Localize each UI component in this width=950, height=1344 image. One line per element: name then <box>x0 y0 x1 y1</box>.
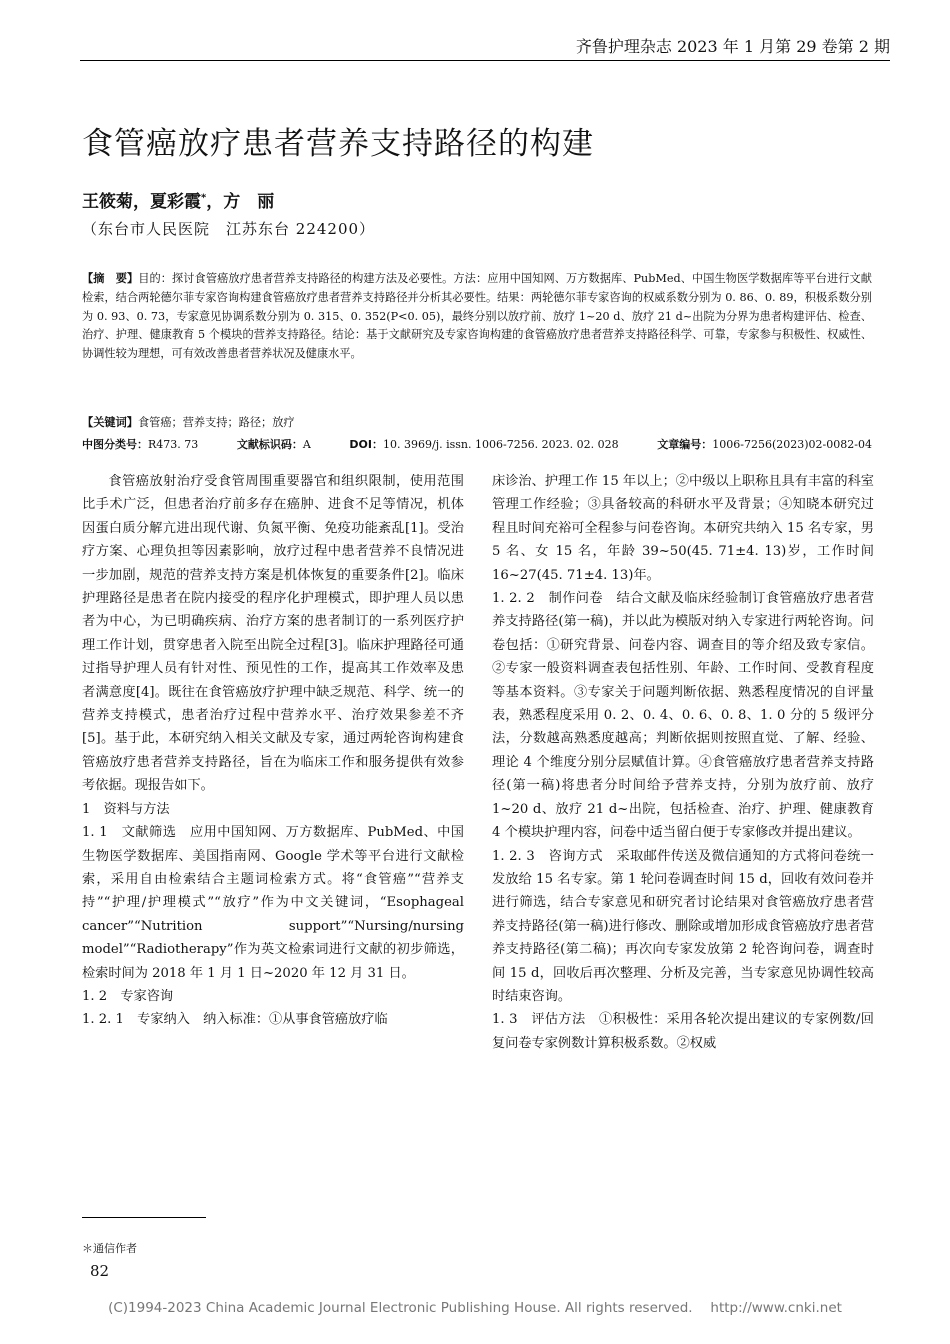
page-number: 82 <box>90 1262 110 1280</box>
body-left-column <box>82 470 464 1032</box>
artno-value: 1006-7256(2023)02-0082-04 <box>712 438 872 451</box>
header-rule <box>80 60 890 61</box>
paragraph: 1. 1 文献筛选 应用中国知网、万方数据库、PubMed、中国生物医学数据库、美国指南网、Google 学术等平台进行文献检索，采用自由检索结合主题词检索方式。将“食管癌”“营养支持”“护理/护理模式”“放疗”作为中文关键词，“Esophageal cancer”“Nutrition support”“Nursing/nursing model”“Radiotherapy”作为英文检索词进行文献的初步筛选，检索时间为 2018 年 1 月 1 日~2020 年 12 月 31 日。 <box>82 825 464 981</box>
doi <box>349 436 618 452</box>
article-title: 食管癌放疗患者营养支持路径的构建 <box>82 126 594 162</box>
doc-value: A <box>302 438 311 451</box>
paragraph: 1. 2. 1 专家纳入 纳入标准：①从事食管癌放疗临 <box>82 1012 388 1028</box>
artno-label: 文章编号： <box>657 438 713 451</box>
section-heading: 1 资料与方法 <box>82 801 170 817</box>
paragraph: 1. 3 评估方法 ①积极性：采用各轮次提出建议的专家例数/回复问卷专家例数计算积极系数。②权威 <box>492 1012 874 1051</box>
author-names: 王筱菊，夏彩霞 <box>82 192 201 212</box>
body-right-column <box>492 470 874 1055</box>
article-number <box>657 436 872 452</box>
subsection-heading: 1. 2 专家咨询 <box>82 988 174 1004</box>
abstract-label: 【摘 要】 <box>82 272 139 285</box>
keywords-label: 【关键词】 <box>82 416 138 429</box>
copyright-line: (C)1994-2023 China Academic Journal Electronic Publishing House. All rights reserved. http://www.cnki.net <box>108 1300 842 1316</box>
clc-value: R473. 73 <box>148 438 199 451</box>
intro-paragraph: 食管癌放射治疗受食管周围重要器官和组织限制，使用范围比手术广泛，但患者治疗前多存在癌肿、进食不足等情况，机体因蛋白质分解亢进出现代谢、负氮平衡、免疫功能紊乱[1]。受治疗方案、心理负担等因素影响，放疗过程中患者营养不良情况进一步加剧，规范的营养支持方案是机体恢复的重要条件[2]。临床护理路径是患者在院内接受的程序化护理模式，即护理人员以患者为中心，为已明确疾病、治疗方案的患者制订的一系列医疗护理工作计划，贯穿患者入院至出院全过程[3]。临床护理路径可通过指导护理人员有针对性、预见性的工作，提高其工作效率及患者满意度[4]。既往在食管癌放疗护理中缺乏规范、科学、统一的营养支持模式，患者治疗过程中营养水平、治疗效果参差不齐[5]。基于此，本研究纳入相关文献及专家，通过两轮咨询构建食管癌放疗患者营养支持路径，旨在为临床工作和服务提供有效参考依据。现报告如下。 <box>82 474 464 794</box>
paragraph: 床诊治、护理工作 15 年以上；②中级以上职称且具有丰富的科室管理工作经验；③具备较高的科研水平及背景；④知晓本研究过程且时间充裕可全程参与问卷咨询。本研究共纳入 15 名专家，男 5 名、女 15 名，年龄 39~50(45. 71±4. 13)岁，工作时间 16~27(45. 71±4. 13)年。 <box>492 474 874 583</box>
footnote-rule <box>82 1217 206 1218</box>
paragraph: 1. 2. 3 咨询方式 采取邮件传送及微信通知的方式将问卷统一发放给 15 名专家。第 1 轮问卷调查时间 15 d，回收有效问卷并进行筛选，结合专家意见和研究者讨论结果对食管癌放疗患者营养支持路径(第一稿)进行修改、删除或增加形成食管癌放疗患者营养支持路径(第二稿)；再次向专家发放第 2 轮咨询问卷，调查时间 15 d，回收后再次整理、分析及完善，当专家意见协调性较高时结束咨询。 <box>492 848 874 1004</box>
classification-line <box>82 436 872 452</box>
authors <box>82 187 274 212</box>
clc <box>82 436 198 452</box>
doi-value: 10. 3969/j. issn. 1006-7256. 2023. 02. 028 <box>383 438 619 451</box>
abstract-text: 目的：探讨食管癌放疗患者营养支持路径的构建方法及必要性。方法：应用中国知网、万方数据库、PubMed、中国生物医学数据库等平台进行文献检索，结合两轮德尔菲专家咨询构建食管癌放疗患者营养支持路径并分析其必要性。结果：两轮德尔菲专家咨询的权威系数分别为 0. 86、0. 89，积极系数分别为 0. 93、0. 73，专家意见协调系数分别为 0. 315、0. 352(P<0. 05)，最终分别以放疗前、放疗 1~20 d、放疗 21 d~出院为分界为患者构建评估、检查、治疗、护理、健康教育 5 个模块的营养支持路径。结论：基于文献研究及专家咨询构建的食管癌放疗患者营养支持路径科学、可靠，专家参与积极性、权威性、协调性较为理想，可有效改善患者营养状况及健康水平。 <box>82 272 872 361</box>
author-last: ，方 丽 <box>206 192 275 212</box>
keywords-text: 食管癌；营养支持；路径；放疗 <box>137 416 295 429</box>
doc-label: 文献标识码： <box>236 438 303 451</box>
journal-header: 齐鲁护理杂志 2023 年 1 月第 29 卷第 2 期 <box>575 37 890 56</box>
doc-code <box>237 436 311 452</box>
paragraph: 1. 2. 2 制作问卷 结合文献及临床经验制订食管癌放疗患者营养支持路径(第一稿)，并以此为模版对纳入专家进行两轮咨询。问卷包括：①研究背景、问卷内容、调查目的等介绍及致专家信。②专家一般资料调查表包括性别、年龄、工作时间、受教育程度等基本资料。③专家关于问题判断依据、熟悉程度情况的自评量表，熟悉程度采用 0. 2、0. 4、0. 6、0. 8、1. 0 分的 5 级评分法，分数越高熟悉度越高；判断依据则按照直觉、了解、经验、理论 4 个维度分别分层赋值计算。④食管癌放疗患者营养支持路径(第一稿)将患者分时间给予营养支持，分别为放疗前、放疗 1~20 d、放疗 21 d~出院，包括检查、治疗、护理、健康教育 4 个模块护理内容，问卷中适当留白便于专家修改并提出建议。 <box>492 591 874 841</box>
affiliation: （东台市人民医院 江苏东台 224200） <box>82 220 376 238</box>
footnote: ＊通信作者 <box>82 1242 137 1255</box>
keywords <box>82 414 295 430</box>
corresponding-author-mark: * <box>201 192 207 204</box>
abstract <box>82 270 872 364</box>
doi-label: DOI： <box>349 438 383 451</box>
clc-label: 中图分类号： <box>82 438 148 451</box>
